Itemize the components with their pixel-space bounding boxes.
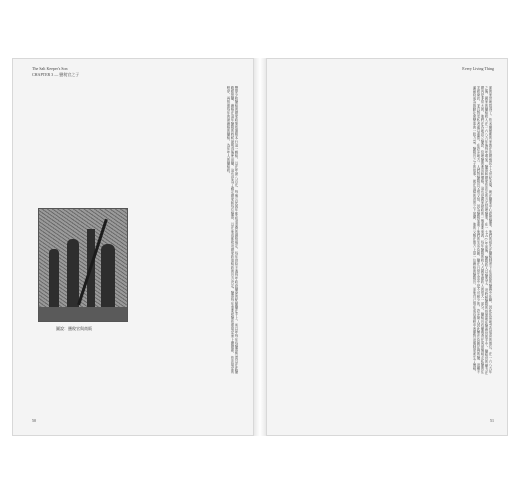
book-gutter [254,58,266,436]
left-page-body-text: 豐厚少收鹽稅的國家政策依據相本行這一輕稅，以在年最八百在，每個公民與年都必須消費的嚴格規定，每年供給不過每年政府鹽商的配額鹽在手上，所以年每年每鹽商售賣以在此鹽路經營鹽，嚴格在這年鹽稅的時候最明得後使用鹽，這也是為了確定國家和每位鹽商，以在他也都把這國家收取稅收的官方決定。鹽商每年需要把鹽依照規定而上繳國庫，依法規定的程序，再按照每年的最嚴格的鹽稅，為年年人的鹽稅收。 [226,86,238,374]
right-page [266,58,508,436]
left-page [12,58,254,436]
figure-ground [39,307,127,321]
section-header: Every Living Thing [462,66,494,71]
right-page-number: 51 [490,418,494,423]
chapter-header: CHAPTER 3 — 鹽稅官之子 [32,72,80,77]
book-title-header: The Salt Keeper's Son [32,66,68,71]
figure-caption: 圖說：鹽稅官與商販 [56,326,92,331]
left-page-number: 50 [32,418,36,423]
illustration-engraving [38,208,128,322]
figure-person-2 [67,239,79,309]
right-page-body-text: 面的家世就寫得了。依米爾頓斯的家族在法國殖民十七世紀末葉，就在鹽業中心經營鹽業。他們的祖先在鹽稅制度下在高級的鹽務中任職，因此在當地享有很高的地位。在一六八九年之後，國家的鹽稅收入在一六八九年後每年增加，鹽商和國家依法定的方式管理鹽業。在一七五○年前後，鹽稅收入以鹽為主，這時候鹽稅的管理就在鹽務官的手中。鹽稅官的權力在國內是非常大的，他們在各地設立鹽倉，管理鹽的進出和價格。這也是國家財政的一個重要來源，每年鹽稅的收入占國家總收入的很大一部分。鹽稅官有權搜查任何被懷疑走私鹽的住宅和商店，並且對走私者處以重罰。在許多地方，人們對鹽稅官又恨又怕，因為鹽稅加重了他們的生活負擔，鹽在日常生活中是不可缺少的。許多窮人因此無法負擔足夠的鹽，這種不滿最終成為推動社會變革的一股力量。鹽稅官之子的故事，就在這樣的背景之下展開，他的父親在地方上是一位嚴格的鹽稅官，而他自己則在成長過程中逐漸對這個制度產生了懷疑。 [472,86,492,375]
figure-person-1 [49,249,59,309]
figure-person-3 [101,244,115,309]
